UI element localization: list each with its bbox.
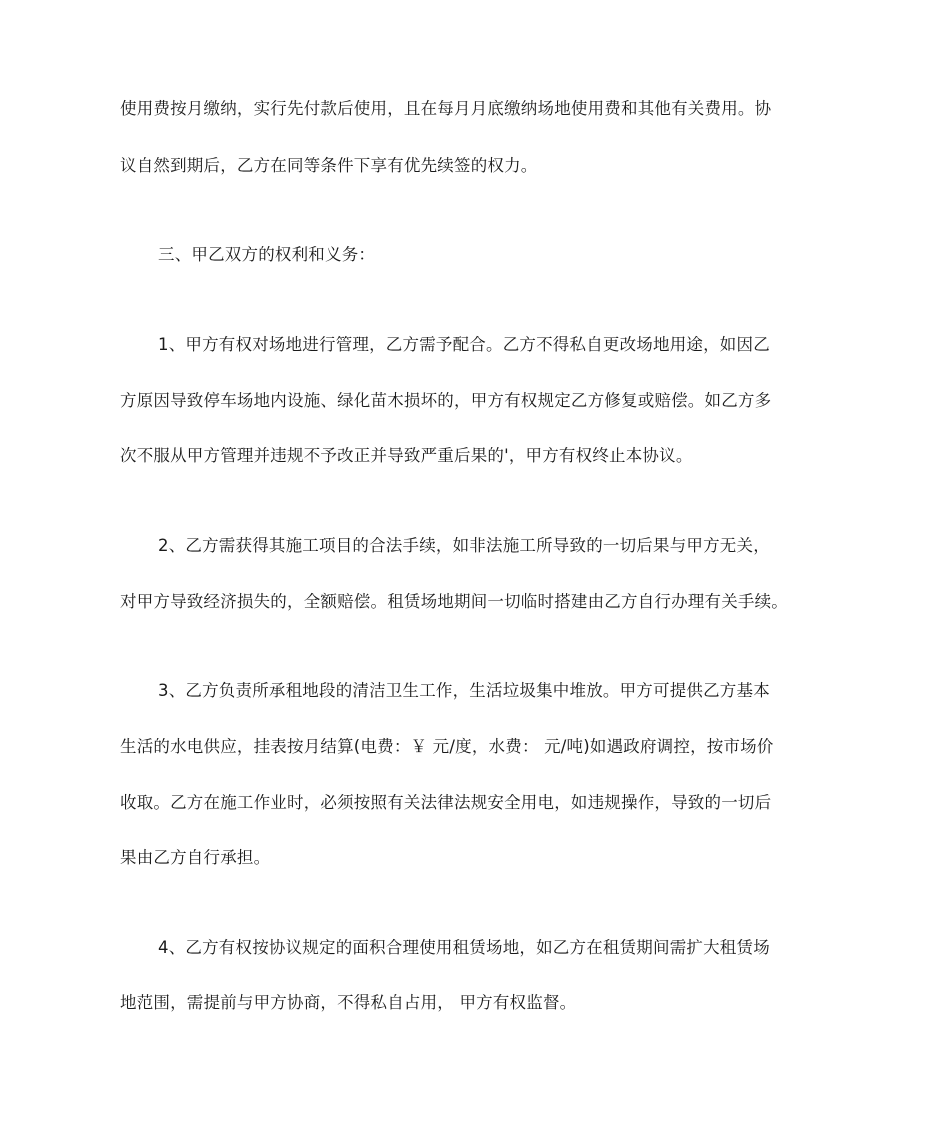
paragraph-line: 2、乙方需获得其施工项目的合法手续，如非法施工所导致的一切后果与甲方无关， [158,536,770,555]
paragraph-line: 4、乙方有权按协议规定的面积合理使用租赁场地，如乙方在租赁期间需扩大租赁场 [158,938,770,957]
paragraph-line: 3、乙方负责所承租地段的清洁卫生工作，生活垃圾集中堆放。甲方可提供乙方基本 [158,681,770,700]
paragraph-line: 生活的水电供应，挂表按月结算(电费：￥ 元/度，水费： 元/吨)如遇政府调控，按市场价 [120,737,774,756]
paragraph-line: 议自然到期后，乙方在同等条件下享有优先续签的权力。 [120,156,538,175]
paragraph-line: 次不服从甲方管理并违规不予改正并导致严重后果的'，甲方有权终止本协议。 [120,446,693,465]
section-heading: 三、甲乙双方的权利和义务： [158,245,376,264]
paragraph-line: 使用费按月缴纳，实行先付款后使用，且在每月月底缴纳场地使用费和其他有关费用。协 [120,99,772,118]
paragraph-line: 地范围，需提前与甲方协商，不得私自占用， 甲方有权监督。 [120,993,577,1012]
paragraph-line: 方原因导致停车场地内设施、绿化苗木损坏的，甲方有权规定乙方修复或赔偿。如乙方多 [120,391,772,410]
paragraph-line: 收取。乙方在施工作业时，必须按照有关法律法规安全用电，如违规操作，导致的一切后 [120,793,772,812]
paragraph-line: 果由乙方自行承担。 [120,848,271,867]
paragraph-line: 对甲方导致经济损失的，全额赔偿。租赁场地期间一切临时搭建由乙方自行办理有关手续。 [120,592,788,611]
paragraph-line: 1、甲方有权对场地进行管理，乙方需予配合。乙方不得私自更改场地用途，如因乙 [158,335,770,354]
